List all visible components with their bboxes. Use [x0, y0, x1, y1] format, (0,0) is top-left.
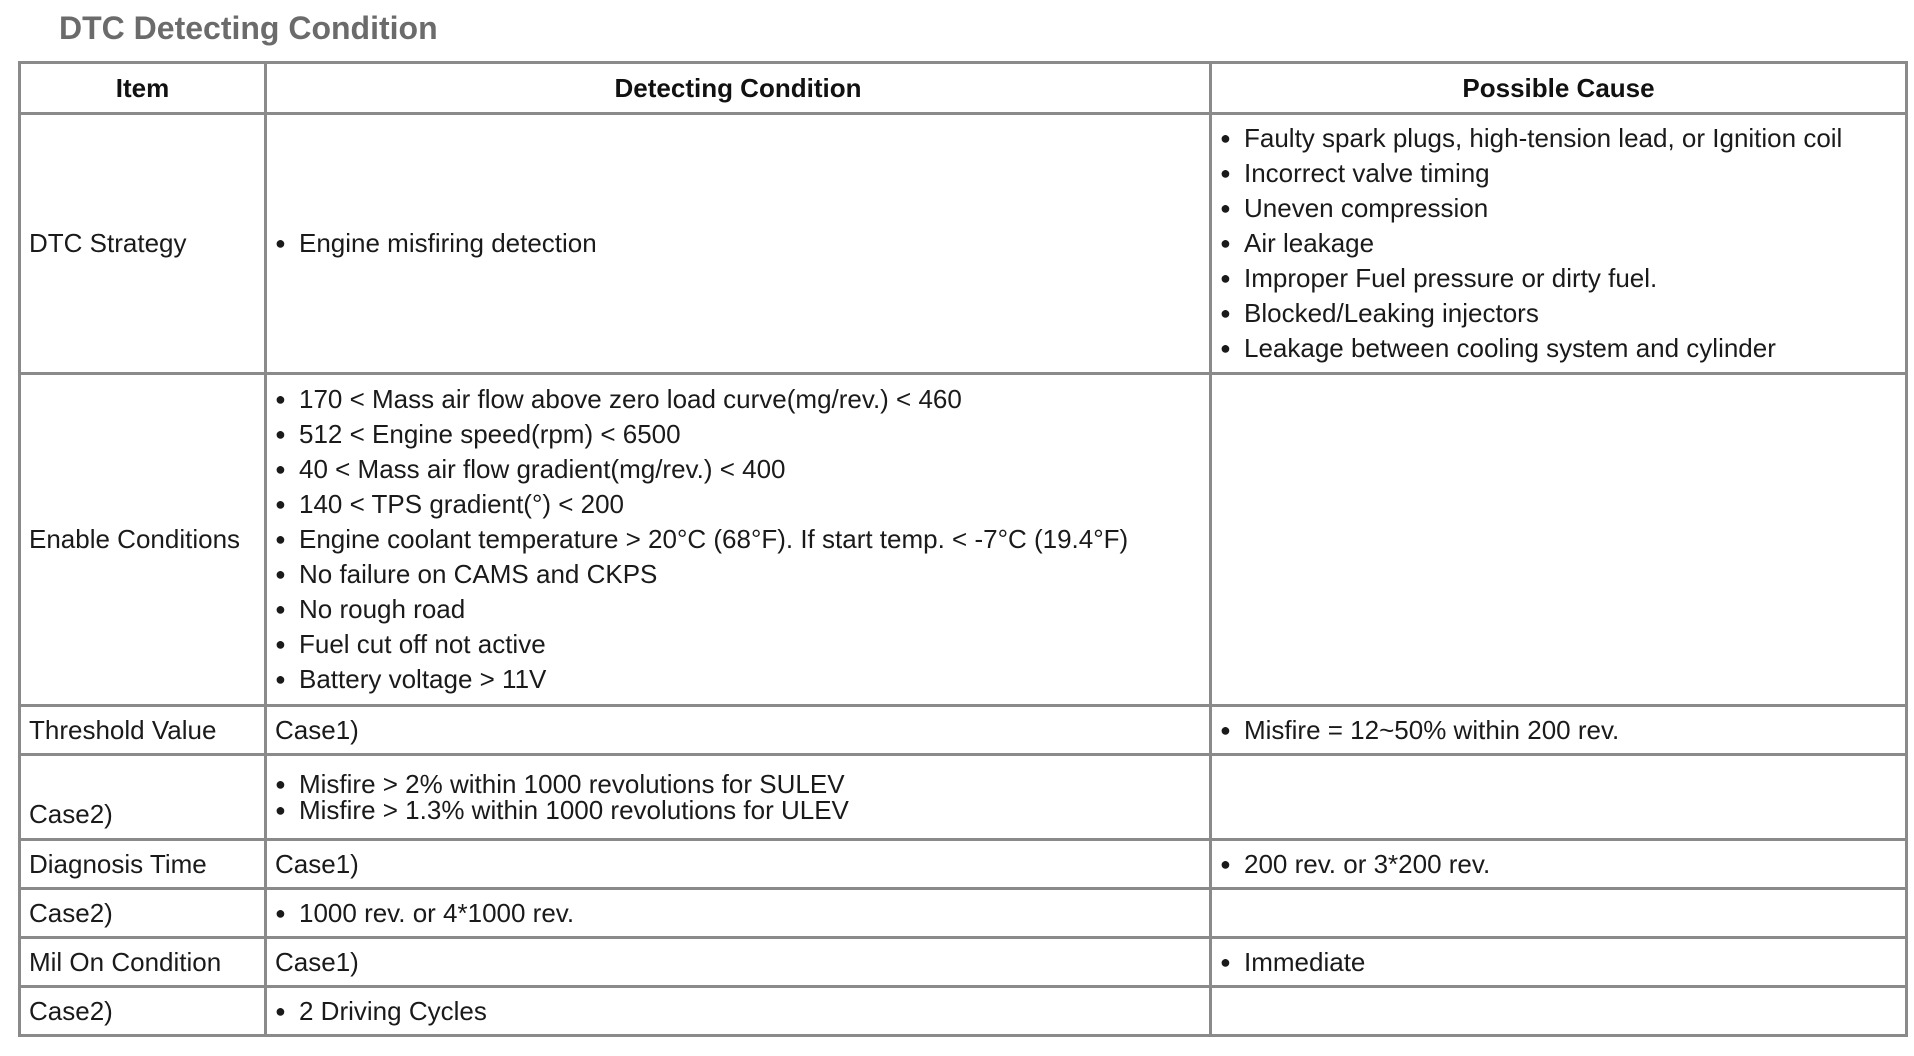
row-item-cell: Threshold Value — [20, 706, 266, 755]
list-item: ● Immediate — [1220, 945, 1897, 980]
row-item-cell: Diagnosis Time — [20, 840, 266, 889]
table-row — [20, 889, 1907, 938]
table-row — [20, 755, 1907, 840]
list-item: ● Engine coolant temperature > 20°C (68°F). If start temp. < -7°C (19.4°F) — [275, 522, 1201, 557]
list-item: ● 200 rev. or 3*200 rev. — [1220, 847, 1897, 882]
row-cause-cell — [1211, 840, 1907, 889]
row-condition-cell: Case1) — [266, 706, 1211, 755]
list-item: ● Misfire = 12~50% within 200 rev. — [1220, 713, 1897, 748]
table-row — [20, 938, 1907, 987]
row-item-cell: Enable Conditions — [20, 374, 266, 706]
row-cause-cell — [1211, 938, 1907, 987]
row-condition-cell — [266, 374, 1211, 706]
table-row — [20, 706, 1907, 755]
list-item: ● Misfire > 1.3% within 1000 revolutions for ULEV — [275, 797, 1201, 823]
cause-list — [1220, 121, 1897, 366]
list-item: ● 40 < Mass air flow gradient(mg/rev.) < 400 — [275, 452, 1201, 487]
list-item: ● 1000 rev. or 4*1000 rev. — [275, 896, 1201, 931]
list-item: ● 140 < TPS gradient(°) < 200 — [275, 487, 1201, 522]
row-condition-cell — [266, 889, 1211, 938]
dtc-table — [18, 61, 1908, 1037]
row-cause-cell — [1211, 987, 1907, 1036]
condition-list — [275, 896, 1201, 931]
condition-list — [275, 994, 1201, 1029]
row-cause-cell — [1211, 706, 1907, 755]
header-detecting-condition: Detecting Condition — [266, 63, 1211, 114]
table-header-row — [20, 63, 1907, 114]
list-item: ● 512 < Engine speed(rpm) < 6500 — [275, 417, 1201, 452]
condition-list — [275, 226, 1201, 261]
header-item: Item — [20, 63, 266, 114]
list-item: ● Faulty spark plugs, high-tension lead, or Ignition coil — [1220, 121, 1897, 156]
row-condition-cell — [266, 114, 1211, 374]
list-item: ● Improper Fuel pressure or dirty fuel. — [1220, 261, 1897, 296]
list-item: ● No rough road — [275, 592, 1201, 627]
row-cause-cell — [1211, 889, 1907, 938]
row-cause-cell — [1211, 755, 1907, 840]
table-row — [20, 374, 1907, 706]
row-item-cell: Mil On Condition — [20, 938, 266, 987]
table-row — [20, 114, 1907, 374]
table-row — [20, 840, 1907, 889]
row-cause-cell — [1211, 114, 1907, 374]
condition-list — [275, 771, 1201, 823]
list-item: ● Battery voltage > 11V — [275, 662, 1201, 697]
row-condition-cell: Case1) — [266, 938, 1211, 987]
row-cause-cell — [1211, 374, 1907, 706]
row-condition-cell — [266, 987, 1211, 1036]
page-title: DTC Detecting Condition — [59, 10, 438, 46]
list-item: ● 2 Driving Cycles — [275, 994, 1201, 1029]
row-item-cell: Case2) — [20, 987, 266, 1036]
list-item: ● No failure on CAMS and CKPS — [275, 557, 1201, 592]
cause-list — [1220, 945, 1897, 980]
cause-list — [1220, 713, 1897, 748]
row-condition-cell: Case1) — [266, 840, 1211, 889]
header-possible-cause: Possible Cause — [1211, 63, 1907, 114]
row-item-cell: Case2) — [20, 889, 266, 938]
list-item: ● Leakage between cooling system and cylinder — [1220, 331, 1897, 366]
table-row — [20, 987, 1907, 1036]
list-item: ● Air leakage — [1220, 226, 1897, 261]
list-item: ● Misfire > 2% within 1000 revolutions for SULEV — [275, 771, 1201, 797]
list-item: ● Uneven compression — [1220, 191, 1897, 226]
row-condition-cell — [266, 755, 1211, 840]
row-item-cell: Case2) — [20, 755, 266, 840]
row-item-cell: DTC Strategy — [20, 114, 266, 374]
list-item: ● Engine misfiring detection — [275, 226, 1201, 261]
list-item: ● Incorrect valve timing — [1220, 156, 1897, 191]
list-item: ● Fuel cut off not active — [275, 627, 1201, 662]
list-item: ● Blocked/Leaking injectors — [1220, 296, 1897, 331]
cause-list — [1220, 847, 1897, 882]
condition-list — [275, 382, 1201, 697]
list-item: ● 170 < Mass air flow above zero load curve(mg/rev.) < 460 — [275, 382, 1201, 417]
